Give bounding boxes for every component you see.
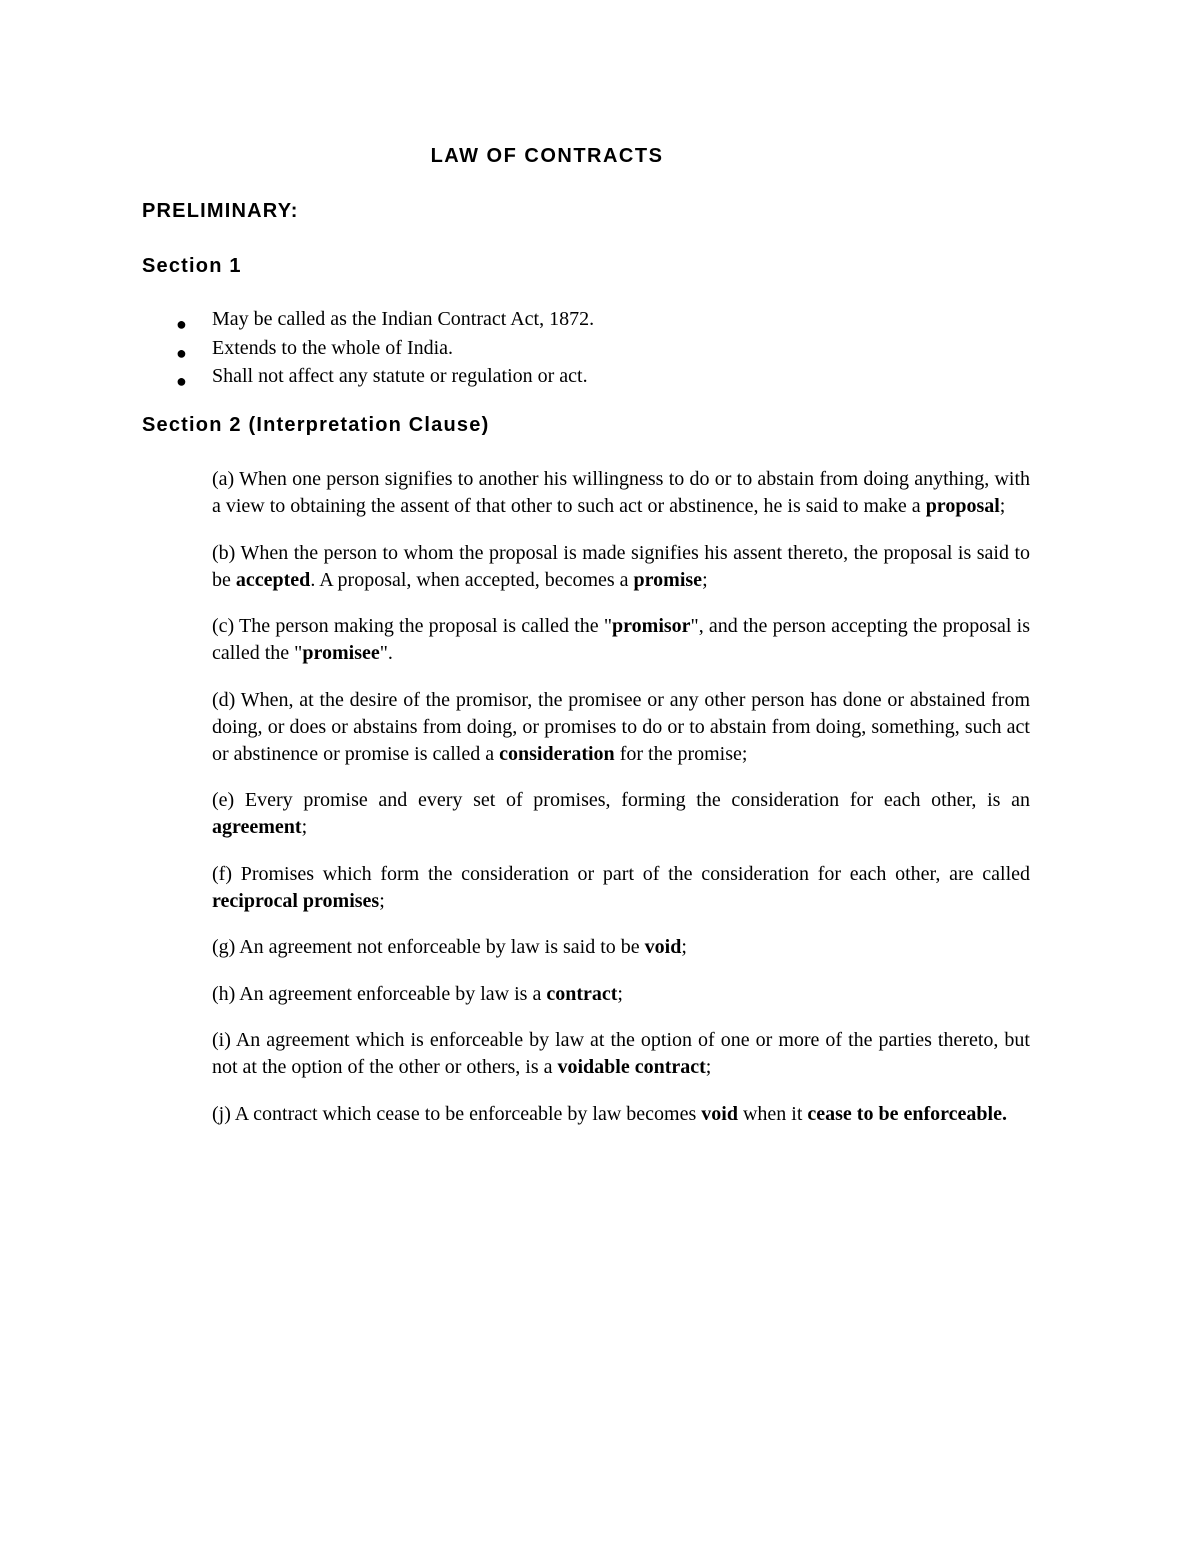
defined-term: reciprocal promises xyxy=(212,889,380,912)
list-item xyxy=(172,335,594,364)
list-item xyxy=(172,306,594,335)
clause-e: (e) Every promise and every set of promises, forming the consideration for each other, is an agreement; xyxy=(212,789,1030,838)
defined-term: void xyxy=(644,936,682,958)
clause-j: (j) A contract which cease to be enforceable by law becomes void when it cease to be enforceable. xyxy=(212,1102,1007,1125)
section-1-bullet-list xyxy=(172,306,594,392)
section-2-heading: Section 2 (Interpretation Clause) xyxy=(142,414,490,436)
defined-term: agreement xyxy=(212,816,302,838)
bullet-text: Shall not affect any statute or regulation or act. xyxy=(212,365,588,387)
bullet-icon: ● xyxy=(176,314,187,334)
defined-term: promisee xyxy=(302,642,380,664)
defined-term: proposal xyxy=(925,495,1000,517)
bullet-text: May be called as the Indian Contract Act, 1872. xyxy=(212,308,595,330)
defined-term: consideration xyxy=(499,742,615,765)
clause-d: (d) When, at the desire of the promisor, the promisee or any other person has done or abstained from doing, or does or abstains from doing, or promises to do or to abstain from doing, something, such act or abstinence or promise is called a consideration for the promise; xyxy=(212,688,1031,765)
defined-term: promisor xyxy=(612,615,691,637)
page-title: LAW OF CONTRACTS xyxy=(430,145,664,167)
preliminary-heading: PRELIMINARY: xyxy=(142,200,299,222)
clause-a: (a) When one person signifies to another his willingness to do or to abstain from doing anything, with a view to obtaining the assent of that other to such act or abstinence, he is said to make a proposal; xyxy=(212,468,1031,517)
defined-term: contract xyxy=(546,982,618,1005)
defined-term: cease to be enforceable. xyxy=(807,1102,1007,1125)
clause-b: (b) When the person to whom the proposal is made signifies his assent thereto, the proposal is said to be accepted. A proposal, when accepted, becomes a promise; xyxy=(212,541,1031,591)
bullet-icon: ● xyxy=(176,371,187,391)
defined-term: void xyxy=(701,1102,738,1125)
clause-f: (f) Promises which form the consideration or part of the consideration for each other, are called reciprocal promises; xyxy=(212,862,1031,912)
defined-term: voidable contract xyxy=(557,1056,706,1078)
bullet-text: Extends to the whole of India. xyxy=(212,336,454,359)
clause-c: (c) The person making the proposal is called the "promisor", and the person accepting the proposal is called the "promisee". xyxy=(212,615,1030,664)
clause-h: (h) An agreement enforceable by law is a contract; xyxy=(212,982,623,1005)
defined-term: accepted xyxy=(235,568,311,591)
interpretation-clauses xyxy=(212,466,1030,1147)
list-item xyxy=(172,363,594,392)
section-1-heading: Section 1 xyxy=(142,255,242,277)
clause-i: (i) An agreement which is enforceable by law at the option of one or more of the parties thereto, but not at the option of the other or others, is a voidable contract; xyxy=(212,1029,1030,1078)
defined-term: promise xyxy=(633,568,703,591)
bullet-icon: ● xyxy=(176,342,187,363)
clause-g: (g) An agreement not enforceable by law is said to be void; xyxy=(212,936,687,958)
